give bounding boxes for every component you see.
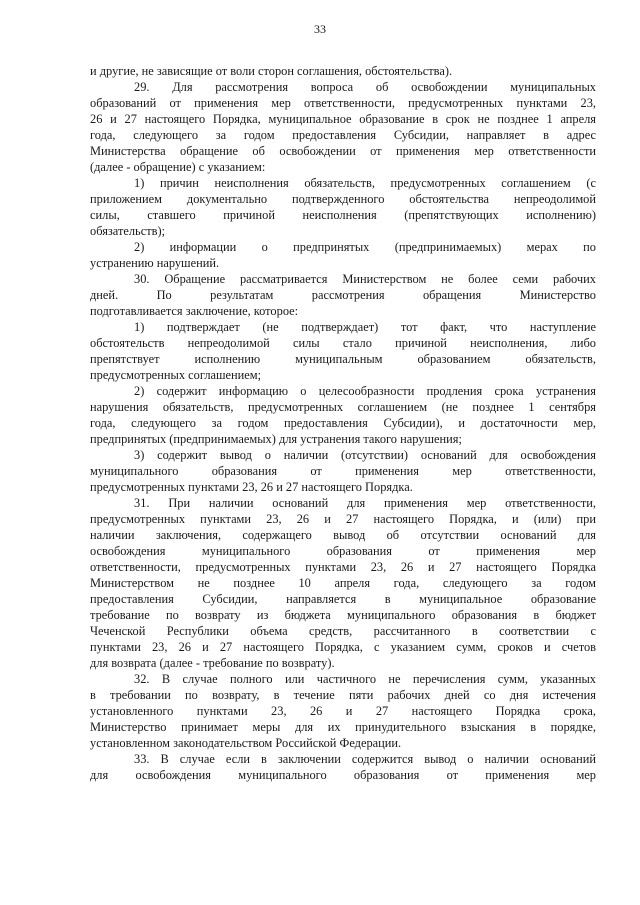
text-line: муниципального образования от применения мер ответственности, — [90, 464, 596, 478]
text-line: предпринятых (предпринимаемых) для устранения такого нарушения; — [90, 432, 462, 446]
text-line: требование по возврату из бюджета муниципального образования в бюджет — [90, 608, 596, 622]
text-line: года, следующего за годом предоставления Субсидии, направляет в адрес — [90, 128, 596, 142]
text-line: ответственности, предусмотренных пунктами 23, 26 и 27 настоящего Порядка — [90, 560, 596, 574]
text-line: Министерство принимает меры для их принудительного взыскания в порядке, — [90, 720, 596, 734]
text-line: Министерством не позднее 10 апреля года, следующего за годом — [90, 576, 596, 590]
text-line: силы, ставшего причиной неисполнения (препятствующих исполнению) — [90, 208, 596, 222]
text-line: и другие, не зависящие от воли сторон соглашения, обстоятельства). — [90, 64, 453, 78]
text-line: обстоятельств непреодолимой силы стало причиной неисполнения, либо — [90, 336, 596, 350]
text-line: (далее - обращение) с указанием: — [90, 160, 266, 174]
text-line: приложением документально подтвержденного обстоятельства непреодолимой — [90, 192, 596, 206]
text-line: дней. По результатам рассмотрения обращения Министерство — [90, 288, 596, 302]
text-line: предоставления Субсидии, направляется в муниципальное образование — [90, 592, 596, 606]
text-line: 31. При наличии оснований для применения мер ответственности, — [134, 496, 596, 510]
text-line: 3) содержит вывод о наличии (отсутствии) оснований для освобождения — [134, 448, 596, 462]
text-line: для освобождения муниципального образования от применения мер — [90, 768, 596, 782]
text-line: освобождения муниципального образования от применения мер — [90, 544, 596, 558]
text-line: установленном законодательством Российской Федерации. — [90, 736, 402, 750]
text-line: наличии заключения, содержащего вывод об отсутствии оснований для — [90, 528, 596, 542]
text-line: 33. В случае если в заключении содержится вывод о наличии оснований — [134, 752, 596, 766]
text-line: 1) подтверждает (не подтверждает) тот факт, что наступление — [134, 320, 596, 334]
page-number: 33 — [314, 22, 326, 36]
text-line: 29. Для рассмотрения вопроса об освобождении муниципальных — [134, 80, 596, 94]
text-line: для возврата (далее - требование по возврату). — [90, 656, 335, 670]
text-line: 32. В случае полного или частичного не перечисления сумм, указанных — [134, 672, 596, 686]
text-line: 30. Обращение рассматривается Министерством не более семи рабочих — [134, 272, 596, 286]
text-line: предусмотренных соглашением; — [90, 368, 262, 382]
document-body — [90, 63, 596, 783]
text-line: обязательств); — [90, 224, 166, 238]
text-line: 1) причин неисполнения обязательств, предусмотренных соглашением (с — [134, 176, 596, 190]
text-line: предусмотренных пунктами 23, 26 и 27 настоящего Порядка. — [90, 480, 413, 494]
text-line: года, следующего за годом предоставления Субсидии), и достаточности мер, — [90, 416, 596, 430]
text-line: в требовании по возврату, в течение пяти рабочих дней со дня истечения — [90, 688, 596, 702]
text-line: предусмотренных пунктами 23, 26 и 27 настоящего Порядка, и (или) при — [90, 512, 596, 526]
text-line: 26 и 27 настоящего Порядка, муниципальное образование в срок не позднее 1 апреля — [90, 112, 596, 126]
text-line: 2) информации о предпринятых (предпринимаемых) мерах по — [134, 240, 596, 254]
text-line: образований от применения мер ответственности, предусмотренных пунктами 23, — [90, 96, 596, 110]
text-line: подготавливается заключение, которое: — [90, 304, 299, 318]
text-line: Чеченской Республики объема средств, рассчитанного в соответствии с — [90, 624, 596, 638]
text-line: устранению нарушений. — [90, 256, 220, 270]
text-line: установленного пунктами 23, 26 и 27 настоящего Порядка срока, — [90, 704, 596, 718]
text-line: Министерства обращение об освобождении от применения мер ответственности — [90, 144, 596, 158]
text-line: 2) содержит информацию о целесообразности продления срока устранения — [134, 384, 596, 398]
text-line: пунктами 23, 26 и 27 настоящего Порядка, с указанием сумм, сроков и счетов — [90, 640, 596, 654]
text-line: нарушения обязательств, предусмотренных соглашением (не позднее 1 сентября — [90, 400, 596, 414]
text-line: препятствует исполнению муниципальным образованием обязательств, — [90, 352, 596, 366]
